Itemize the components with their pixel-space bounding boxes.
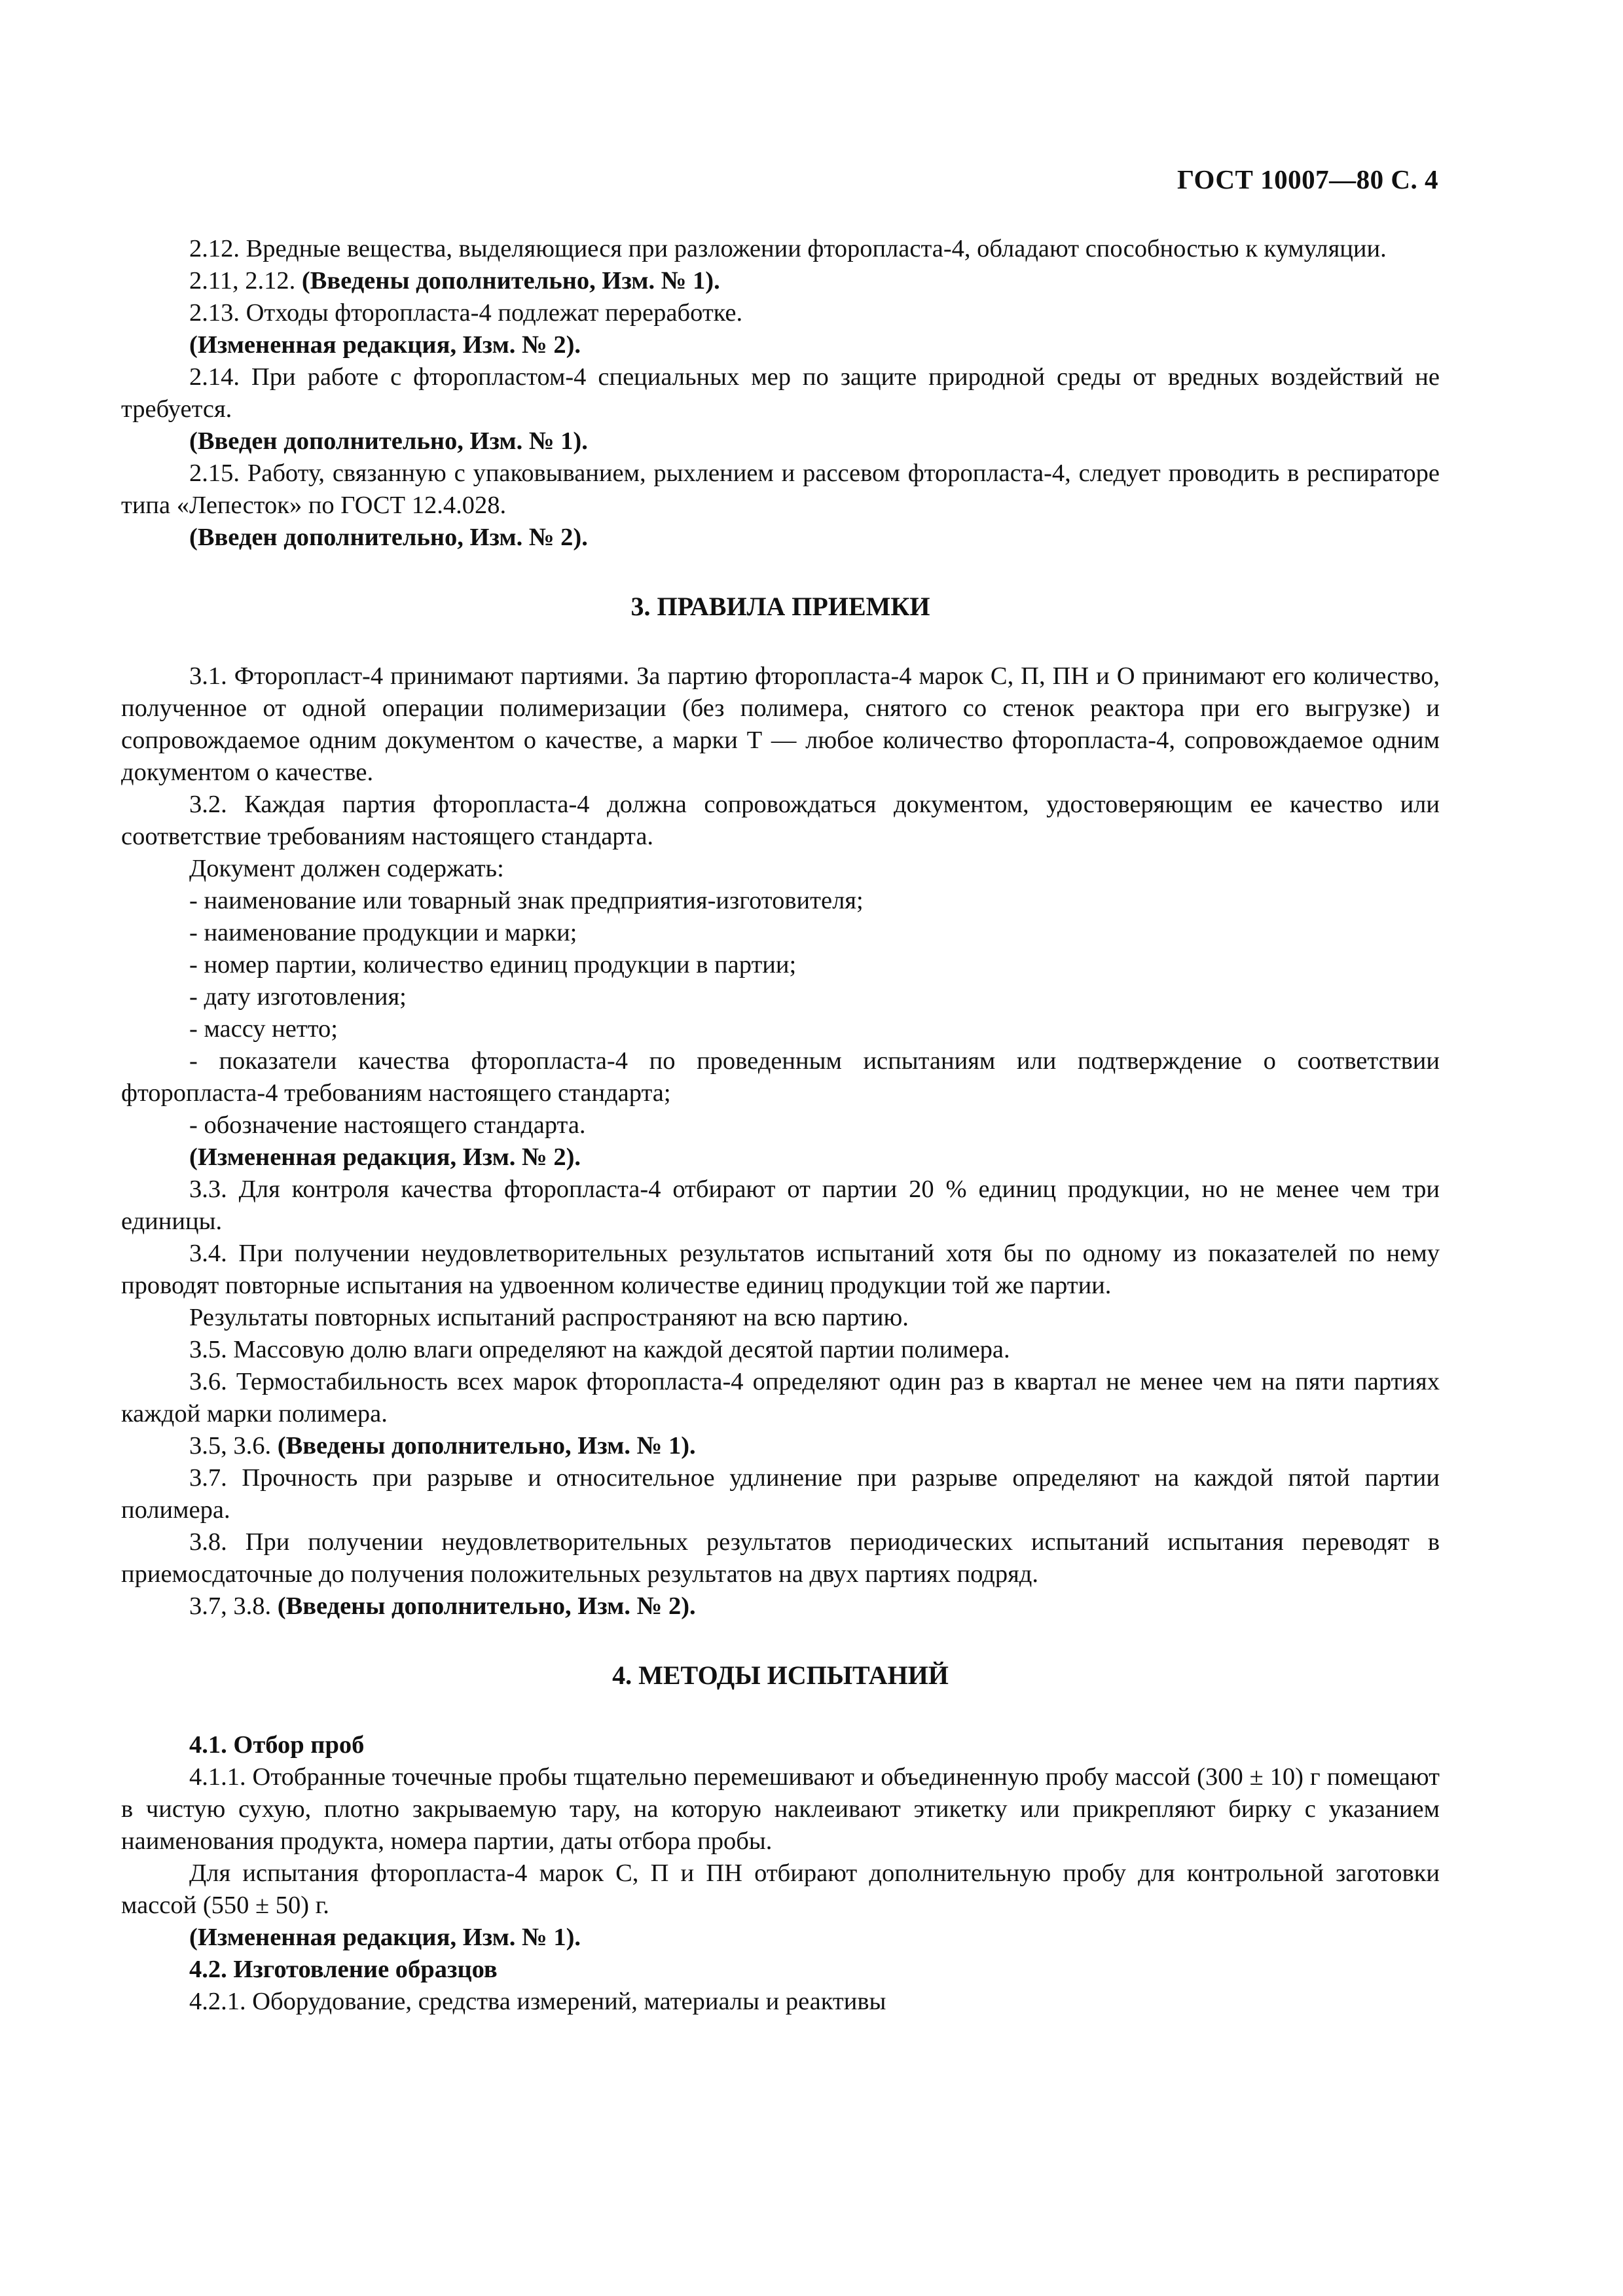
subsection-4-2-title: 4.2. Изготовление образцов [189, 1956, 498, 1983]
note-prefix: 2.11, 2.12. [189, 267, 296, 295]
note-3-7-3-8 [121, 1590, 1440, 1623]
clause-3-5: 3.5. Массовую долю влаги определяют на каждой десятой партии полимера. [189, 1336, 1010, 1363]
clause-3-1: 3.1. Фторопласт-4 принимают партиями. За партию фторопласта-4 марок С, П, ПН и О принимают его количество, полученное от одной операции полимеризации (без полимера, снятого со стенок реактора при его выгрузке) и сопровождаемое одним документом о качестве, а марки Т — любое количество фторопласта-4, сопровождаемое одним документом о качестве. [121, 662, 1440, 786]
clause-2-14: 2.14. При работе с фторопластом-4 специальных мер по защите природной среды от вредных воздействий не требуется. [121, 363, 1440, 423]
note-3-2: (Измененная редакция, Изм. № 2). [189, 1143, 581, 1171]
list-item: - дату изготовления; [189, 983, 407, 1011]
note-bold: (Введены дополнительно, Изм. № 1). [277, 1432, 696, 1460]
list-item: - наименование продукции и марки; [189, 919, 577, 946]
note-4-1: (Измененная редакция, Изм. № 1). [189, 1924, 581, 1951]
clause-3-8: 3.8. При получении неудовлетворительных результатов периодических испытаний испытания переводят в приемосдаточные до получения положительных результатов на двух партиях подряд. [121, 1528, 1440, 1588]
section-4-title: 4. МЕТОДЫ ИСПЫТАНИЙ [612, 1660, 949, 1690]
running-head: ГОСТ 10007—80 С. 4 [1176, 164, 1438, 194]
section-3-title: 3. ПРАВИЛА ПРИЕМКИ [630, 592, 930, 621]
subsection-4-1-title: 4.1. Отбор проб [189, 1731, 365, 1759]
clause-2-15: 2.15. Работу, связанную с упаковыванием, рыхлением и рассевом фторопласта-4, следует проводить в респираторе типа «Лепесток» по ГОСТ 12.4.028. [121, 459, 1440, 519]
note-2-14: (Введен дополнительно, Изм. № 1). [189, 427, 588, 455]
list-item: - обозначение настоящего стандарта. [189, 1111, 586, 1139]
list-item: - массу нетто; [189, 1015, 338, 1043]
clause-3-2: 3.2. Каждая партия фторопласта-4 должна сопровождаться документом, удостоверяющим ее качество или соответствие требованиям настоящего стандарта. [121, 791, 1440, 850]
clause-2-13: 2.13. Отходы фторопласта-4 подлежат переработке. [189, 299, 743, 327]
note-2-13: (Измененная редакция, Изм. № 2). [189, 331, 581, 359]
note-bold: (Введены дополнительно, Изм. № 2). [277, 1592, 696, 1620]
document-body [121, 233, 1440, 2018]
clause-4-2-1: 4.2.1. Оборудование, средства измерений, материалы и реактивы [189, 1988, 886, 2015]
clause-2-12: 2.12. Вредные вещества, выделяющиеся при разложении фторопласта-4, обладают способностью к кумуляции. [189, 235, 1387, 262]
clause-4-1-1: 4.1.1. Отобранные точечные пробы тщательно перемешивают и объединенную пробу массой (300 ± 10) г помещают в чистую сухую, плотно закрываемую тару, на которую наклеивают этикетку или прикрепляют бирку с указанием наименования продукта, номера партии, даты отбора пробы. [121, 1763, 1440, 1855]
clause-3-6: 3.6. Термостабильность всех марок фторопласта-4 определяют один раз в квартал не менее чем на пяти партиях каждой марки полимера. [121, 1368, 1440, 1427]
clause-3-4: 3.4. При получении неудовлетворительных результатов испытаний хотя бы по одному из показателей по нему проводят повторные испытания на удвоенном количестве единиц продукции той же партии. [121, 1240, 1440, 1299]
clause-3-4-continued: Результаты повторных испытаний распространяют на всю партию. [189, 1304, 909, 1331]
note-2-11-2-12 [121, 265, 1440, 297]
note-3-5-3-6 [121, 1430, 1440, 1462]
clause-3-3: 3.3. Для контроля качества фторопласта-4 отбирают от партии 20 % единиц продукции, но не менее чем три единицы. [121, 1175, 1440, 1235]
list-item: - номер партии, количество единиц продукции в партии; [189, 951, 797, 978]
clause-3-7: 3.7. Прочность при разрыве и относительное удлинение при разрыве определяют на каждой пятой партии полимера. [121, 1464, 1440, 1524]
note-prefix: 3.7, 3.8. [189, 1592, 272, 1620]
note-bold: (Введены дополнительно, Изм. № 1). [301, 267, 720, 295]
document-contents-intro: Документ должен содержать: [189, 855, 504, 882]
list-item: - показатели качества фторопласта-4 по проведенным испытаниям или подтверждение о соответствии фторопласта-4 требованиям настоящего стандарта; [121, 1047, 1440, 1107]
note-2-15: (Введен дополнительно, Изм. № 2). [189, 524, 588, 551]
list-item: - наименование или товарный знак предприятия-изготовителя; [189, 887, 864, 914]
clause-4-1-1-continued: Для испытания фторопласта-4 марок С, П и ПН отбирают дополнительную пробу для контрольной заготовки массой (550 ± 50) г. [121, 1859, 1440, 1919]
note-prefix: 3.5, 3.6. [189, 1432, 272, 1460]
